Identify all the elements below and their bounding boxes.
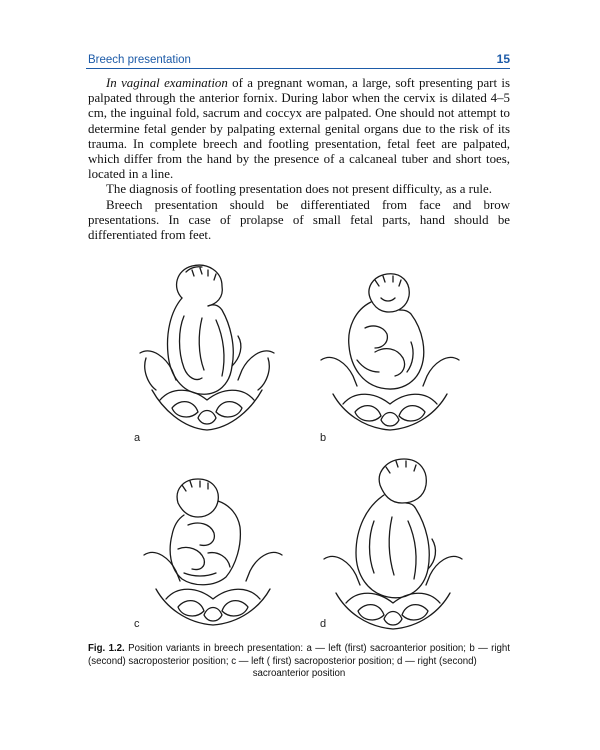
figure-panel-c (138, 475, 288, 630)
panel-a-label: a (134, 432, 141, 444)
fetus-right-sacroposterior-illustration (315, 268, 465, 438)
figure-panel-a (132, 258, 282, 438)
caption-label: Fig. 1.2. (88, 643, 125, 654)
header-rule (86, 68, 510, 69)
figure-panel-d (318, 455, 468, 635)
figure-caption (88, 643, 510, 681)
body-text (88, 76, 510, 243)
fetus-left-sacroposterior-illustration (138, 475, 288, 630)
figure-panel-b (315, 268, 465, 438)
page-number: 15 (496, 52, 510, 66)
paragraph-1 (88, 76, 510, 182)
caption-last-line: sacroanterior position (252, 668, 346, 680)
panel-c-label: c (134, 618, 140, 630)
panel-d-label: d (320, 618, 327, 630)
panel-b-label: b (320, 432, 327, 444)
fetus-right-sacroanterior-illustration (318, 455, 468, 635)
section-title: Breech presentation (88, 54, 191, 66)
paragraph-3: Breech presentation should be differentiated from face and brow presentations. In case of prolapse of small fetal parts, hand should be differentiated from feet. (88, 197, 510, 243)
running-header (88, 52, 510, 66)
fetus-left-sacroanterior-illustration (132, 258, 282, 438)
paragraph-1-lead: In vaginal examination (106, 76, 228, 90)
paragraph-2: The diagnosis of footling presentation does not present difficulty, as a rule. (106, 182, 492, 197)
caption-text: Position variants in breech presentation: a — left (first) sacroanterior position; b — right (second) sacroposterior position; c — left ( first) sacroposterior position; d — right (second) (88, 643, 510, 667)
paragraph-1-rest: of a pregnant woman, a large, soft presenting part is palpated through the anterior fornix. During labor when the cervix is dilated 4–5 cm, the inguinal fold, sacrum and coccyx are palpated. One should not attempt to determine fetal gender by palpating external genital organs due to the risk of its trauma. In complete breech and footling presentation, fetal feet are palpated, which differ from the hand by the presence of a calcaneal tuber and short toes, located in a line. (88, 76, 510, 182)
